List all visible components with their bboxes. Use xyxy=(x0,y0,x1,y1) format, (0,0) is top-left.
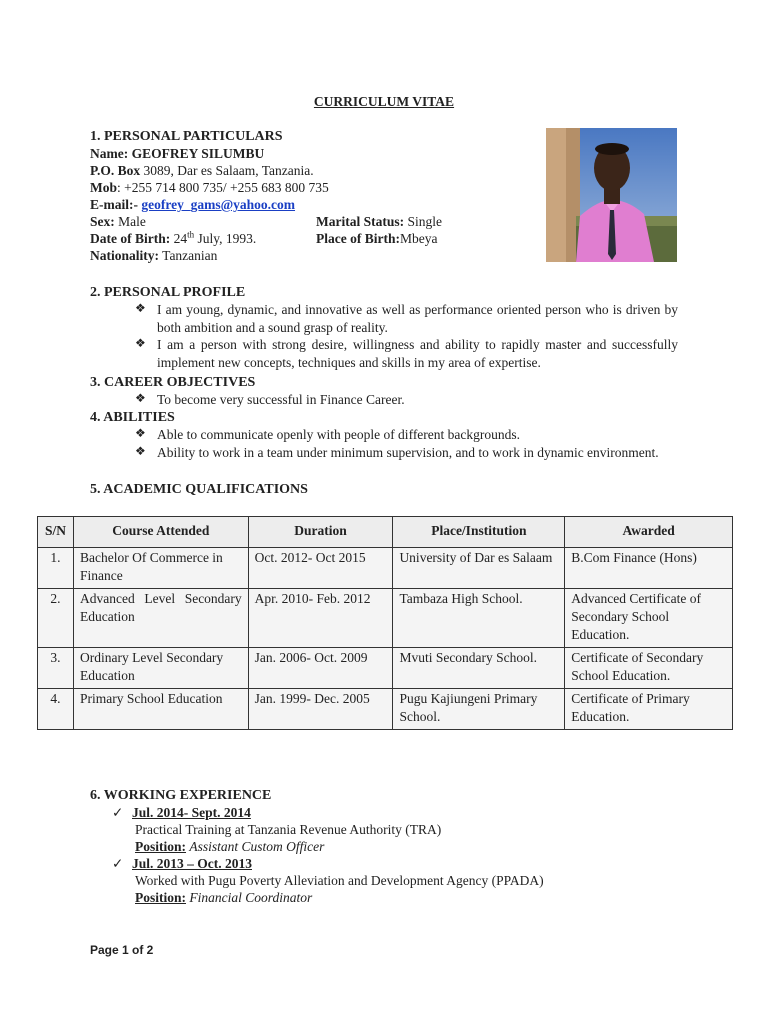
list-item xyxy=(135,336,678,371)
table-row xyxy=(38,648,733,689)
diamond-bullet-icon: ❖ xyxy=(135,426,146,440)
working-experience xyxy=(90,787,690,906)
cell-sn: 1. xyxy=(38,548,74,589)
profile-photo xyxy=(546,128,677,262)
mobile-line xyxy=(90,179,540,196)
dob-label: Date of Birth: xyxy=(90,231,171,246)
mobile-value: : +255 714 800 735/ +255 683 800 735 xyxy=(117,180,329,195)
position-label: Position: xyxy=(135,839,187,854)
section-heading-academic: 5. ACADEMIC QUALIFICATIONS xyxy=(90,482,308,497)
diamond-bullet-icon: ❖ xyxy=(135,301,146,315)
cell-institution: Pugu Kajiungeni Primary School. xyxy=(393,689,565,730)
dob-rest: July, 1993. xyxy=(197,231,257,246)
nationality-label: Nationality: xyxy=(90,248,159,263)
cv-title: CURRICULUM VITAE xyxy=(313,94,455,109)
column-header: Course Attended xyxy=(73,517,248,548)
nationality-line xyxy=(90,247,540,264)
cell-duration: Jan. 2006- Oct. 2009 xyxy=(248,648,393,689)
cell-course: Bachelor Of Commerce in Finance xyxy=(73,548,248,589)
candidate-name: GEOFREY SILUMBU xyxy=(131,146,265,161)
cell-awarded: Certificate of Secondary School Education. xyxy=(565,648,733,689)
list-item xyxy=(112,855,690,872)
table-row xyxy=(38,689,733,730)
nationality-value: Tanzanian xyxy=(162,248,218,263)
section-heading-profile: 2. PERSONAL PROFILE xyxy=(90,285,246,300)
abilities xyxy=(90,409,678,461)
pob-field xyxy=(316,230,437,247)
pob-value: Mbeya xyxy=(399,231,438,246)
name-line xyxy=(90,145,540,162)
cell-institution: Mvuti Secondary School. xyxy=(393,648,565,689)
pobox-label: P.O. Box xyxy=(90,163,141,178)
list-item xyxy=(112,804,690,821)
mobile-label: Mob xyxy=(90,180,117,195)
personal-profile xyxy=(90,284,678,371)
section-heading-experience: 6. WORKING EXPERIENCE xyxy=(90,788,272,803)
dob-suffix: th xyxy=(187,229,195,240)
email-label: E-mail:- xyxy=(90,197,138,212)
dob-day: 24 xyxy=(173,231,188,246)
academic-table xyxy=(37,516,733,730)
column-header: S/N xyxy=(38,517,74,548)
column-header: Awarded xyxy=(565,517,733,548)
diamond-bullet-icon: ❖ xyxy=(135,391,146,405)
cell-duration: Jan. 1999- Dec. 2005 xyxy=(248,689,393,730)
career-item-text: To become very successful in Finance Career. xyxy=(157,392,405,407)
cell-duration: Apr. 2010- Feb. 2012 xyxy=(248,589,393,648)
checkmark-icon: ✓ xyxy=(112,856,124,871)
position-value: Financial Coordinator xyxy=(189,890,313,905)
ability-item-text: Ability to work in a team under minimum supervision, and to work in dynamic environment. xyxy=(157,444,659,460)
experience-date: Jul. 2013 – Oct. 2013 xyxy=(132,856,252,871)
experience-position-line xyxy=(112,889,690,906)
section-heading-personal: 1. PERSONAL PARTICULARS xyxy=(90,129,283,144)
experience-description: Practical Training at Tanzania Revenue Authority (TRA) xyxy=(135,822,442,837)
diamond-bullet-icon: ❖ xyxy=(135,443,146,458)
cell-awarded: B.Com Finance (Hons) xyxy=(565,548,733,589)
list-item xyxy=(135,426,678,444)
position-value: Assistant Custom Officer xyxy=(189,839,325,854)
profile-item-text: I am young, dynamic, and innovative as well as performance oriented person who is driven by both ambition and a sound grasp of reality. xyxy=(157,302,678,335)
email-line xyxy=(90,196,540,213)
marital-field xyxy=(316,213,442,230)
position-label: Position: xyxy=(135,890,187,905)
cell-sn: 3. xyxy=(38,648,74,689)
cell-institution: University of Dar es Salaam xyxy=(393,548,565,589)
email-link[interactable]: geofrey_gams@yahoo.com xyxy=(141,197,296,212)
birth-line xyxy=(90,230,540,247)
table-header-row xyxy=(38,517,733,548)
sex-marital-line xyxy=(90,213,540,230)
cell-duration: Oct. 2012- Oct 2015 xyxy=(248,548,393,589)
pob-label: Place of Birth: xyxy=(316,231,400,246)
experience-description: Worked with Pugu Poverty Alleviation and Development Agency (PPADA) xyxy=(135,873,544,888)
list-item xyxy=(135,391,678,409)
cell-course: Primary School Education xyxy=(73,689,248,730)
cell-sn: 2. xyxy=(38,589,74,648)
cell-awarded: Certificate of Primary Education. xyxy=(565,689,733,730)
personal-particulars xyxy=(90,128,540,264)
column-header: Duration xyxy=(248,517,393,548)
name-label: Name: xyxy=(90,146,129,161)
section-heading-abilities: 4. ABILITIES xyxy=(90,410,175,425)
ability-item-text: Able to communicate openly with people of different backgrounds. xyxy=(157,427,521,442)
career-objectives xyxy=(90,374,678,409)
checkmark-icon: ✓ xyxy=(112,805,124,820)
table-row xyxy=(38,548,733,589)
pobox-value: 3089, Dar es Salaam, Tanzania. xyxy=(143,163,314,178)
sex-value: Male xyxy=(118,214,146,229)
cell-course: Advanced Level Secondary Education xyxy=(73,589,248,648)
pobox-line xyxy=(90,162,540,179)
experience-date: Jul. 2014- Sept. 2014 xyxy=(132,805,251,820)
cell-course: Ordinary Level Secondary Education xyxy=(73,648,248,689)
list-item xyxy=(135,301,678,336)
column-header: Place/Institution xyxy=(393,517,565,548)
marital-value: Single xyxy=(407,214,443,229)
experience-position-line xyxy=(112,838,690,855)
page-number: Page 1 of 2 xyxy=(90,943,154,957)
sex-label: Sex: xyxy=(90,214,115,229)
cell-awarded: Advanced Certificate of Secondary School Education. xyxy=(565,589,733,648)
marital-label: Marital Status: xyxy=(316,214,405,229)
cell-institution: Tambaza High School. xyxy=(393,589,565,648)
section-heading-career: 3. CAREER OBJECTIVES xyxy=(90,375,256,390)
list-item xyxy=(135,444,678,462)
cell-sn: 4. xyxy=(38,689,74,730)
table-row xyxy=(38,589,733,648)
profile-item-text: I am a person with strong desire, willingness and ability to rapidly master and successfully implement new concepts, techniques and skills in my area of expertise. xyxy=(157,337,678,370)
diamond-bullet-icon: ❖ xyxy=(135,336,146,350)
